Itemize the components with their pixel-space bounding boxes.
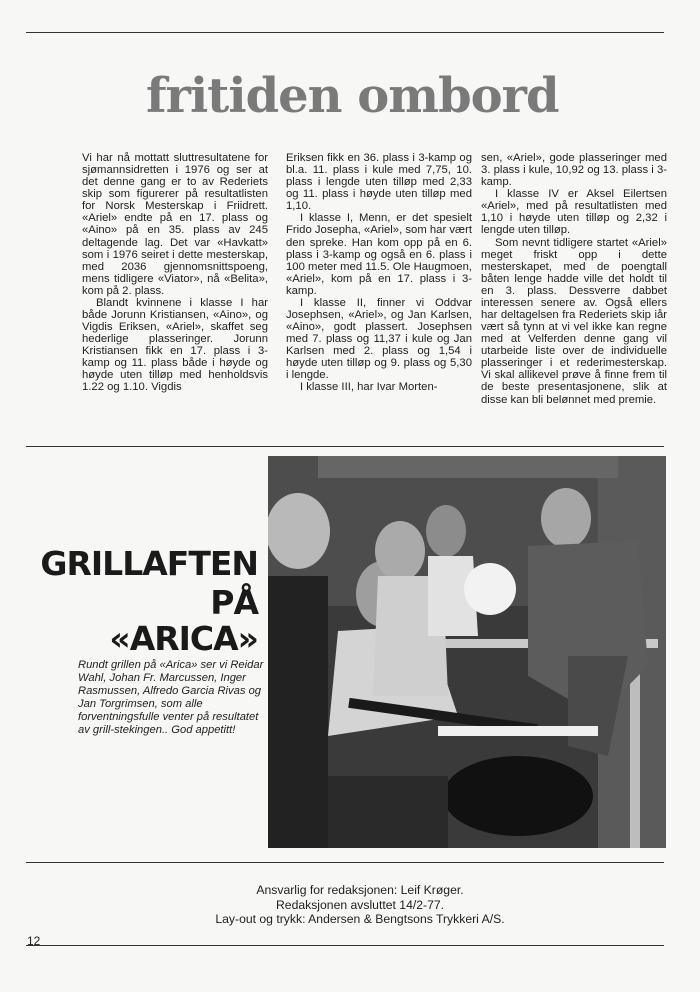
grill-party-photo: [268, 456, 666, 848]
feature-title-line-2: PÅ: [210, 583, 258, 622]
feature-title-line-1: GRILLAFTEN: [40, 544, 258, 583]
page-number: 12: [27, 934, 41, 948]
bottom-rule: [26, 945, 664, 946]
paragraph: I klasse II, finner vi Oddvar Josephsen, «Ariel», og Jan Karlsen, «Aino», godt plassert. Josephsen med 7. plass og 11,37 i kule og Jan Karlsen med 2. plass og 1,54 i høyde uten tilløp og 9. plass og 5,30 i lengde.: [286, 296, 472, 382]
paragraph: I klasse I, Menn, er det spesielt Frido Josepha, «Ariel», som har vært den spreke. Han kom opp på en 6. plass i 3-kamp og også en 6. plass i 100 meter med 11.5. Ole Haugmoen, «Ariel», kom på en 17. plass i 3-kamp.: [286, 212, 472, 297]
feature-title-line-3: «ARICA»: [109, 619, 258, 658]
paragraph: Blandt kvinnene i klasse I har både Jorunn Kristiansen, «Aino», og Vigdis Eriksen, «Ariel», skaffet seg hederlige plasseringer. Jorunn Kristiansen fikk en 17. plass i 3-kamp og 11. plass både i høyde og høyde uten tilløp med henholdsvis 1.22 og 1.10. Vigdis: [82, 296, 268, 394]
article-column-2: [286, 152, 472, 440]
paragraph: sen, «Ariel», gode plasseringer med 3. plass i kule, 10,92 og 13. plass i 3-kamp.: [481, 152, 667, 189]
footer-editor-line: Ansvarlig for redaksjonen: Leif Krøger.: [256, 883, 464, 897]
article-headline: fritiden ombord: [146, 68, 559, 124]
article-column-3: [481, 152, 667, 440]
paragraph: Eriksen fikk en 36. plass i 3-kamp og bl.a. 11. plass i kule med 7,75, 10. plass i lengde uten tilløp med 2,33 og 11. plass i høyde uten tilløp med 1,10.: [286, 152, 472, 213]
paragraph: Som nevnt tidligere startet «Ariel» meget friskt opp i dette mesterskapet, med de poengtall båten lenge hadde ville det holdt til en 3. plass. Dessverre dabbet interessen senere av. Også ellers har deltagelsen fra Rederiets skip iår vært så tynn at vi vel ikke kan regne med at Velferden denne gang vil utarbeide liste over de individuelle plasseringer i et rederimesterskap. Vi skal allikevel prøve å finne frem til de beste presentasjonene, slik at disse kan bli belønnet med premie.: [481, 236, 667, 406]
photo-caption: Rundt grillen på «Arica» ser vi Reidar Wahl, Johan Fr. Marcussen, Inger Rasmussen, Alfredo Garcia Rivas og Jan Torgrimsen, som alle forventningsfulle venter på resultatet av grill-stekingen.. God appetitt!: [78, 659, 264, 736]
paragraph: I klasse III, har Ivar Morten-: [300, 381, 438, 394]
footer-deadline-line: Redaksjonen avsluttet 14/2-77.: [275, 898, 445, 912]
article-column-1: [82, 152, 268, 440]
top-rule: [26, 32, 664, 33]
footer-printer-line: Lay-out og trykk: Andersen & Bengtsons Trykkeri A/S.: [215, 912, 505, 926]
footer-top-rule: [26, 862, 664, 863]
paragraph: Vi har nå mottatt sluttresultatene for sjømannsidretten i 1976 og ser at det denne gang er to av Rederiets skip som figurerer på resultatlisten for Norsk Mesterskap i Friidrett. «Ariel» endte på en 17. plass og «Aino» på en 35. plass av 245 deltagende lag. Det var «Havkatt» som i 1976 seiret i dette mesterskap, med 2036 gjennomsnittspoeng, mens tidligere «Viator», nå «Belita», kom på 2. plass.: [82, 152, 268, 297]
section-divider: [26, 446, 664, 447]
paragraph: I klasse IV er Aksel Eilertsen «Ariel», med på resultatlisten med 1,10 i høyde uten tilløp og 2,32 i lengde uten tilløp.: [481, 188, 667, 237]
